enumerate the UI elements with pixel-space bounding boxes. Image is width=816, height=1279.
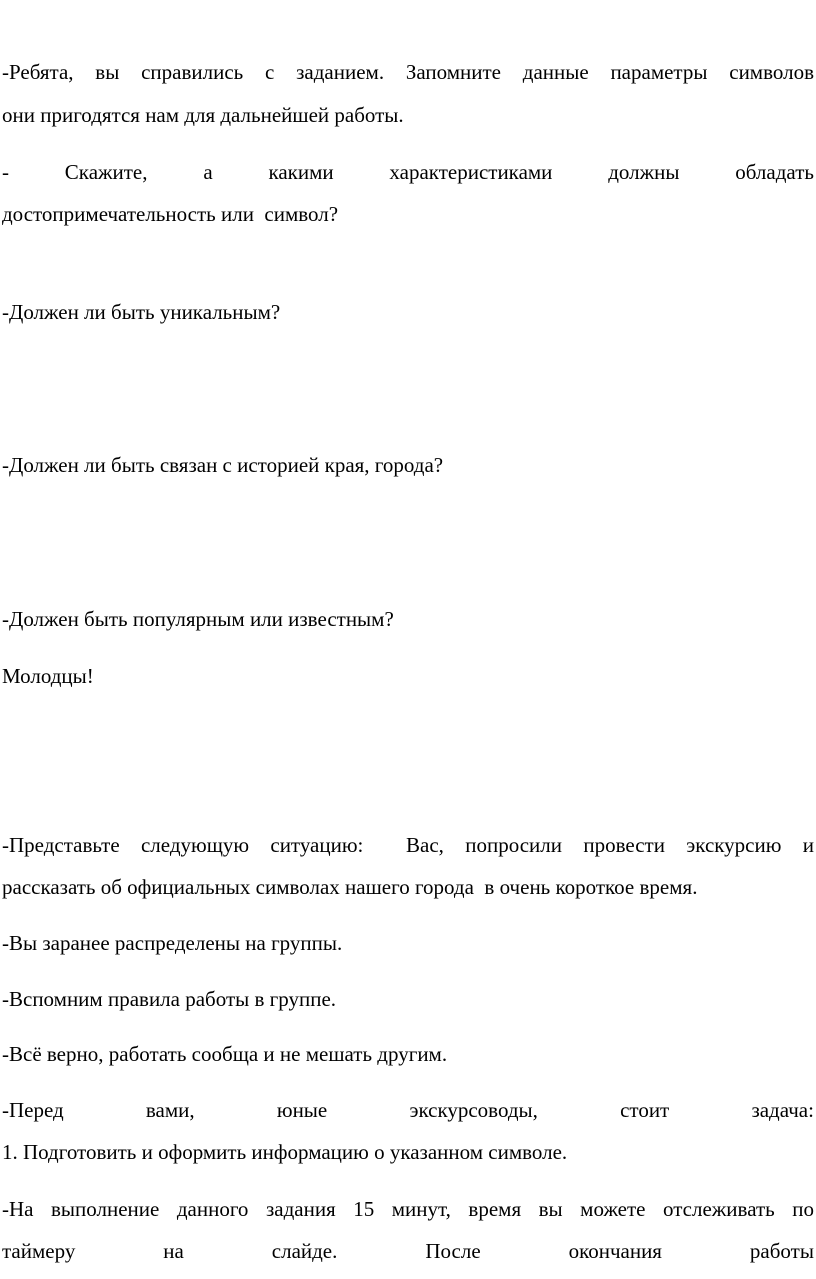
word: работы — [749, 1239, 814, 1263]
word: на — [163, 1239, 184, 1263]
paragraph-11-line-1 — [2, 1096, 814, 1124]
word: вами, — [145, 1098, 195, 1122]
word: стоит — [620, 1098, 670, 1122]
paragraph-7-line-1: -Представьте следующую ситуацию: Вас, попросили провести экскурсию и — [2, 833, 814, 857]
word: характеристиками — [389, 160, 553, 184]
paragraph-4: -Должен ли быть связан с историей края, города? — [2, 453, 444, 477]
word: должны — [608, 160, 680, 184]
paragraph-2-line-2: достопримечательность или символ? — [2, 202, 339, 226]
paragraph-1-line-1: -Ребята, вы справились с заданием. Запомните данные параметры символов — [2, 60, 814, 84]
word: Скажите, — [64, 160, 148, 184]
paragraph-8: -Вы заранее распределены на группы. — [2, 931, 343, 955]
word: обладать — [735, 160, 814, 184]
word: - — [2, 160, 9, 184]
paragraph-7-line-2: рассказать об официальных символах нашего города в очень короткое время. — [2, 875, 698, 899]
paragraph-10: -Всё верно, работать сообща и не мешать другим. — [2, 1042, 448, 1066]
paragraph-1-line-2: они пригодятся нам для дальнейшей работы. — [2, 103, 404, 127]
paragraph-5: -Должен быть популярным или известным? — [2, 607, 394, 631]
word: окончания — [568, 1239, 662, 1263]
word: юные — [276, 1098, 328, 1122]
word: экскурсоводы, — [409, 1098, 538, 1122]
word: задача: — [751, 1098, 814, 1122]
paragraph-3: -Должен ли быть уникальным? — [2, 300, 281, 324]
paragraph-12-line-1: -На выполнение данного задания 15 минут, время вы можете отслеживать по — [2, 1197, 814, 1221]
paragraph-12-line-2 — [2, 1237, 814, 1265]
paragraph-6: Молодцы! — [2, 664, 94, 688]
paragraph-11-line-2: 1. Подготовить и оформить информацию о указанном символе. — [2, 1140, 568, 1164]
word: какими — [268, 160, 334, 184]
word: После — [425, 1239, 481, 1263]
word: слайде. — [271, 1239, 338, 1263]
paragraph-2-line-1 — [2, 158, 814, 186]
paragraph-9: -Вспомним правила работы в группе. — [2, 987, 337, 1011]
word: таймеру — [2, 1239, 76, 1263]
word: -Перед — [2, 1098, 64, 1122]
word: а — [203, 160, 213, 184]
